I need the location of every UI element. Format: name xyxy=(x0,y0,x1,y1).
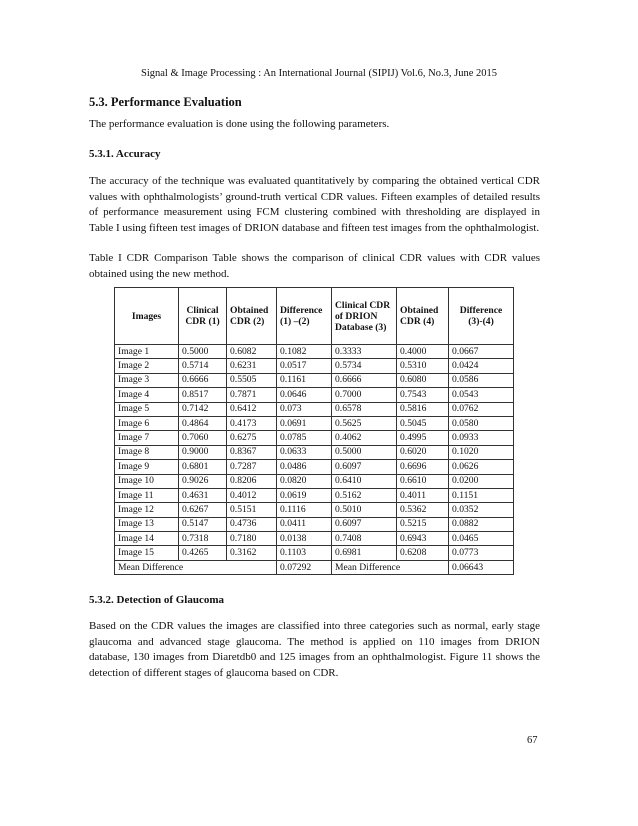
table-cell: 0.4995 xyxy=(397,431,449,445)
table-cell: 0.6412 xyxy=(227,402,277,416)
table-cell: Image 9 xyxy=(115,460,179,474)
table-cell: 0.7287 xyxy=(227,460,277,474)
table-row xyxy=(115,416,514,430)
table-cell: 0.6696 xyxy=(397,460,449,474)
section-title: 5.3. Performance Evaluation xyxy=(89,95,242,109)
table-row xyxy=(115,517,514,531)
table-cell: 0.7871 xyxy=(227,388,277,402)
table-cell: 0.0352 xyxy=(449,503,514,517)
table-cell: 0.7000 xyxy=(332,388,397,402)
table-cell: 0.7060 xyxy=(179,431,227,445)
table-cell: 0.5505 xyxy=(227,373,277,387)
table-row xyxy=(115,373,514,387)
table-cell: 0.6801 xyxy=(179,460,227,474)
table-cell: 0.4631 xyxy=(179,488,227,502)
table-cell: 0.0882 xyxy=(449,517,514,531)
table-cell: 0.6231 xyxy=(227,359,277,373)
table-cell: 0.0646 xyxy=(277,388,332,402)
table-cell: Image 14 xyxy=(115,532,179,546)
table-cell: 0.4000 xyxy=(397,345,449,359)
table-cell: 0.6666 xyxy=(179,373,227,387)
table-cell: 0.0411 xyxy=(277,517,332,531)
table-cell: 0.1020 xyxy=(449,445,514,459)
table-cell: 0.6578 xyxy=(332,402,397,416)
table-cell: 0.9000 xyxy=(179,445,227,459)
journal-header: Signal & Image Processing : An International Journal (SIPIJ) Vol.6, No.3, June 2015 xyxy=(141,68,497,79)
table-cell: Image 15 xyxy=(115,546,179,560)
subsection-accuracy-title: 5.3.1. Accuracy xyxy=(89,148,161,160)
table-cell: 0.6610 xyxy=(397,474,449,488)
table-cell: 0.3162 xyxy=(227,546,277,560)
table-cell: 0.1103 xyxy=(277,546,332,560)
table-cell: 0.1161 xyxy=(277,373,332,387)
header-obtained-cdr: Obtained CDR (2) xyxy=(227,288,277,345)
table-cell: 0.6097 xyxy=(332,517,397,531)
table-cell: 0.1151 xyxy=(449,488,514,502)
table-cell: 0.0773 xyxy=(449,546,514,560)
table-cell: 0.8367 xyxy=(227,445,277,459)
cdr-comparison-table xyxy=(114,287,513,575)
table-cell: Image 11 xyxy=(115,488,179,502)
table-cell: Image 8 xyxy=(115,445,179,459)
table-cell: 0.4012 xyxy=(227,488,277,502)
table-cell: Image 12 xyxy=(115,503,179,517)
mean-difference-row xyxy=(115,560,514,574)
table-cell: 0.0785 xyxy=(277,431,332,445)
table-cell: 0.6666 xyxy=(332,373,397,387)
header-difference-3-4: Difference (3)-(4) xyxy=(449,288,514,345)
table-cell: 0.0424 xyxy=(449,359,514,373)
table-cell: 0.0691 xyxy=(277,416,332,430)
table-cell: 0.0762 xyxy=(449,402,514,416)
table-cell: 0.0586 xyxy=(449,373,514,387)
table-cell: 0.5045 xyxy=(397,416,449,430)
table-cell: 0.4265 xyxy=(179,546,227,560)
header-obtained-cdr-4: Obtained CDR (4) xyxy=(397,288,449,345)
table-cell: 0.7142 xyxy=(179,402,227,416)
table-cell: 0.0200 xyxy=(449,474,514,488)
mean-value-2: 0.06643 xyxy=(449,560,514,574)
table-cell: 0.5362 xyxy=(397,503,449,517)
header-images: Images xyxy=(115,288,179,345)
table-cell: 0.6943 xyxy=(397,532,449,546)
table-cell: 0.7180 xyxy=(227,532,277,546)
table-row xyxy=(115,546,514,560)
table-cell: 0.4011 xyxy=(397,488,449,502)
table-cell: 0.5000 xyxy=(332,445,397,459)
table-cell: 0.6097 xyxy=(332,460,397,474)
table-cell: Image 13 xyxy=(115,517,179,531)
table-cell: 0.0633 xyxy=(277,445,332,459)
accuracy-paragraph: The accuracy of the technique was evaluated quantitatively by comparing the obtained vertical CDR values with ophthalmologists’ ground-truth vertical CDR values. Fifteen examples of detailed results of performance measurement using FCM clustering combined with thresholding are displayed in Table I using fifteen test images of DRION database and fifteen test images from the ophthalmologist. xyxy=(89,175,540,234)
table-row xyxy=(115,474,514,488)
table-cell: 0.7318 xyxy=(179,532,227,546)
table-cell: 0.0580 xyxy=(449,416,514,430)
table-cell: 0.0543 xyxy=(449,388,514,402)
table-row xyxy=(115,345,514,359)
table-cell: 0.4173 xyxy=(227,416,277,430)
table-cell: 0.0933 xyxy=(449,431,514,445)
mean-label-1: Mean Difference xyxy=(115,560,277,574)
table-cell: 0.6208 xyxy=(397,546,449,560)
table-cell: 0.6981 xyxy=(332,546,397,560)
glaucoma-paragraph: Based on the CDR values the images are classified into three categories such as normal, early stage glaucoma and advanced stage glaucoma. The method is applied on 110 images from DRION database, 130 images from Diaretdb0 and 125 images from an ophthalmologist. Figure 11 shows the detection of different stages of glaucoma based on CDR. xyxy=(89,620,540,679)
table-row xyxy=(115,431,514,445)
table-cell: 0.6082 xyxy=(227,345,277,359)
table-cell: 0.0465 xyxy=(449,532,514,546)
mean-value-1: 0.07292 xyxy=(277,560,332,574)
table-row xyxy=(115,460,514,474)
table-cell: 0.0667 xyxy=(449,345,514,359)
table-cell: 0.5215 xyxy=(397,517,449,531)
table-cell: 0.6020 xyxy=(397,445,449,459)
table-cell: Image 4 xyxy=(115,388,179,402)
table-cell: 0.6275 xyxy=(227,431,277,445)
table-row xyxy=(115,532,514,546)
table-cell: 0.4864 xyxy=(179,416,227,430)
table-cell: 0.0517 xyxy=(277,359,332,373)
table-row xyxy=(115,445,514,459)
table-row xyxy=(115,359,514,373)
table-cell: 0.1082 xyxy=(277,345,332,359)
table-cell: 0.0486 xyxy=(277,460,332,474)
table-cell: Image 1 xyxy=(115,345,179,359)
table-cell: Image 3 xyxy=(115,373,179,387)
table-cell: 0.6080 xyxy=(397,373,449,387)
table-cell: 0.0619 xyxy=(277,488,332,502)
table-cell: 0.5714 xyxy=(179,359,227,373)
header-clinical-cdr: Clinical CDR (1) xyxy=(179,288,227,345)
table-cell: 0.8517 xyxy=(179,388,227,402)
table-cell: 0.7408 xyxy=(332,532,397,546)
table-cell: 0.8206 xyxy=(227,474,277,488)
table-cell: 0.5000 xyxy=(179,345,227,359)
table-cell: 0.5010 xyxy=(332,503,397,517)
table-cell: 0.9026 xyxy=(179,474,227,488)
table-cell: 0.5162 xyxy=(332,488,397,502)
table-cell: 0.1116 xyxy=(277,503,332,517)
table-cell: 0.7543 xyxy=(397,388,449,402)
table-cell: 0.0820 xyxy=(277,474,332,488)
table-cell: 0.5734 xyxy=(332,359,397,373)
header-difference-1-2: Difference (1) –(2) xyxy=(277,288,332,345)
table-cell: Image 10 xyxy=(115,474,179,488)
table-cell: Image 7 xyxy=(115,431,179,445)
table-cell: 0.4736 xyxy=(227,517,277,531)
table-cell: Image 5 xyxy=(115,402,179,416)
header-drion-cdr: Clinical CDR of DRION Database (3) xyxy=(332,288,397,345)
table-cell: 0.6410 xyxy=(332,474,397,488)
table-cell: 0.5625 xyxy=(332,416,397,430)
mean-label-2: Mean Difference xyxy=(332,560,449,574)
table-row xyxy=(115,503,514,517)
table-cell: 0.073 xyxy=(277,402,332,416)
table-row xyxy=(115,388,514,402)
table-cell: 0.4062 xyxy=(332,431,397,445)
table-cell: 0.5816 xyxy=(397,402,449,416)
table-intro-paragraph: Table I CDR Comparison Table shows the comparison of clinical CDR values with CDR values obtained using the new method. xyxy=(89,252,540,280)
intro-paragraph: The performance evaluation is done using the following parameters. xyxy=(89,118,390,130)
table-cell: 0.5147 xyxy=(179,517,227,531)
table-cell: 0.6267 xyxy=(179,503,227,517)
table-cell: 0.3333 xyxy=(332,345,397,359)
table-cell: 0.0138 xyxy=(277,532,332,546)
table-cell: Image 2 xyxy=(115,359,179,373)
page-number: 67 xyxy=(527,735,538,746)
table-cell: 0.0626 xyxy=(449,460,514,474)
subsection-glaucoma-title: 5.3.2. Detection of Glaucoma xyxy=(89,594,225,606)
table-cell: Image 6 xyxy=(115,416,179,430)
table-row xyxy=(115,402,514,416)
table-cell: 0.5310 xyxy=(397,359,449,373)
table-header-row xyxy=(115,288,514,345)
table-cell: 0.5151 xyxy=(227,503,277,517)
table-row xyxy=(115,488,514,502)
